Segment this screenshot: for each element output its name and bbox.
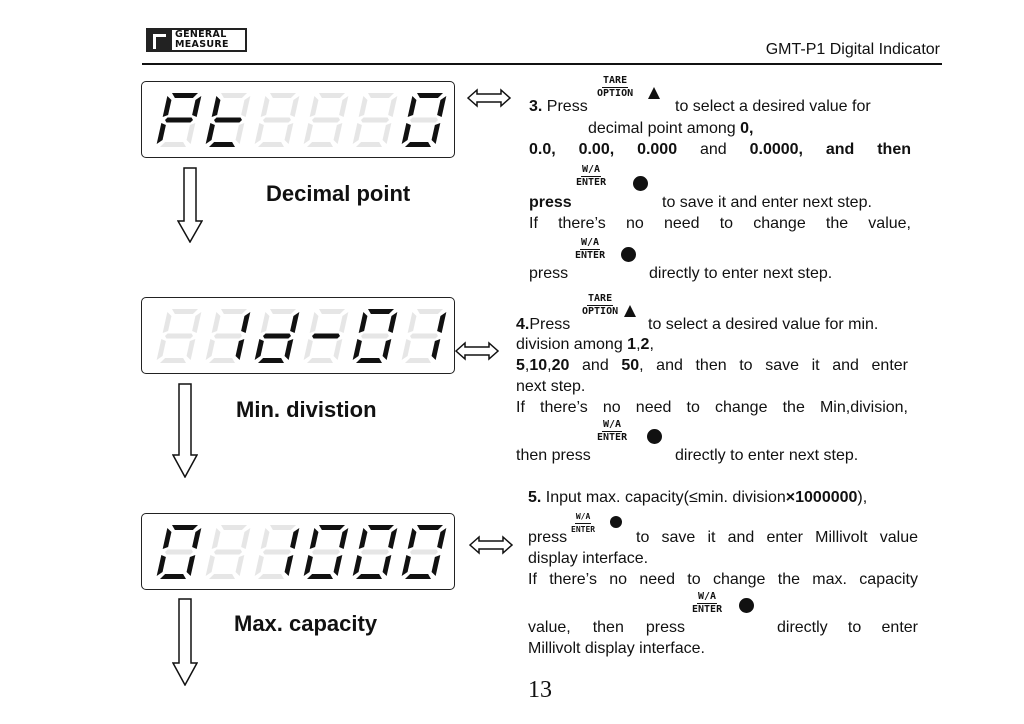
step-text: decimal point among (588, 120, 741, 137)
key-top-text: W/A (581, 237, 600, 248)
led-segment (206, 339, 215, 360)
led-digit (353, 93, 398, 147)
step3-line4-rest: to save it and enter next step. (662, 194, 872, 211)
led-digit (255, 309, 300, 363)
led-digits (142, 82, 456, 159)
led-segment (221, 93, 247, 98)
led-segment (417, 309, 443, 314)
led-digit (157, 309, 202, 363)
led-segment (310, 528, 319, 549)
led-digit (353, 525, 398, 579)
led-segment (405, 142, 431, 147)
led-segment (192, 96, 201, 117)
option-value: 1 (627, 336, 637, 353)
general-measure-logo (146, 28, 247, 52)
led-segment (334, 555, 343, 576)
enter-dot-icon (610, 516, 622, 528)
enter-dot-icon (739, 598, 754, 613)
led-segment (206, 123, 215, 144)
step4-line2 (516, 334, 654, 355)
step5-line1 (528, 487, 867, 508)
led-segment (410, 334, 438, 339)
led-segment (255, 123, 264, 144)
enter-dot-icon (633, 176, 648, 191)
led-segment (212, 96, 221, 117)
led-segment (304, 123, 313, 144)
led-segment (388, 96, 397, 117)
led-segment (214, 550, 242, 555)
led-segment (339, 96, 348, 117)
led-segment (307, 574, 333, 579)
separator: , (524, 357, 530, 374)
led-digit (255, 93, 300, 147)
led-segment (192, 312, 201, 333)
led-digit (304, 309, 349, 363)
led-segment (192, 528, 201, 549)
step-text: press (529, 194, 572, 211)
led-segment (236, 555, 245, 576)
led-segment (160, 358, 186, 363)
logo-mark-icon (148, 30, 172, 50)
led-segment (417, 93, 443, 98)
document-title: GMT-P1 Digital Indicator (765, 41, 940, 58)
led-segment (258, 574, 284, 579)
led-segment (432, 555, 441, 576)
led-digit (157, 93, 202, 147)
down-arrow-icon (172, 383, 198, 478)
option-value: 0.00, (578, 141, 615, 158)
tare-option-key-icon (582, 294, 618, 317)
step4-line1 (516, 314, 570, 335)
led-segment (410, 550, 438, 555)
led-segment (402, 339, 411, 360)
led-segment (255, 555, 264, 576)
led-digit (206, 93, 251, 147)
double-arrow-icon (455, 341, 499, 361)
led-segment (353, 123, 362, 144)
step3-line4-press (529, 192, 572, 213)
led-segment (261, 528, 270, 549)
enter-dot-icon (647, 429, 662, 444)
led-segment (383, 123, 392, 144)
led-segment (368, 525, 394, 530)
led-segment (410, 118, 438, 123)
led-display-min-division (141, 297, 455, 374)
wa-enter-key-icon (597, 420, 627, 443)
led-segment (212, 528, 221, 549)
led-segment (236, 123, 245, 144)
led-digit (206, 525, 251, 579)
led-display-decimal-point (141, 81, 455, 158)
step5-line5-b: directly to enter (777, 619, 918, 636)
key-bottom-text: ENTER (575, 250, 606, 261)
led-segment (405, 358, 431, 363)
led-segment (206, 555, 215, 576)
label-min-division: Min. divistion (236, 397, 377, 422)
led-segment (290, 528, 299, 549)
led-segment (361, 118, 389, 123)
led-segment (187, 123, 196, 144)
option-value: 10 (529, 357, 548, 374)
step-value: ×1000000 (785, 489, 858, 506)
led-digit (206, 309, 251, 363)
label-max-capacity: Max. capacity (234, 611, 378, 636)
step-number: 4. (516, 316, 530, 333)
logo-text (172, 30, 245, 50)
step5-line3: display interface. (528, 550, 649, 567)
led-segment (402, 555, 411, 576)
step-number: 5. (528, 489, 542, 506)
option-value: 20 (551, 357, 570, 374)
separator: , (547, 357, 552, 374)
led-segment (157, 339, 166, 360)
wa-enter-key-icon (576, 165, 606, 188)
led-segment (319, 309, 345, 314)
led-digit (402, 309, 447, 363)
step5-line4: If there’s no need to change the max. capacity (528, 571, 918, 588)
led-segment (157, 123, 166, 144)
led-segment (361, 334, 389, 339)
led-segment (270, 93, 296, 98)
led-segment (221, 525, 247, 530)
key-top-text: W/A (698, 591, 717, 602)
led-segment (310, 312, 319, 333)
led-segment (339, 528, 348, 549)
step-text: Input max. capacity(≤min. division (541, 489, 786, 506)
step5-line6: Millivolt display interface. (528, 640, 705, 657)
step-text: then (877, 141, 911, 158)
led-segment (209, 142, 235, 147)
led-segment (165, 550, 193, 555)
led-segment (361, 550, 389, 555)
step4-line6-press: then press (516, 447, 591, 464)
led-segment (405, 574, 431, 579)
enter-dot-icon (621, 247, 636, 262)
led-segment (290, 96, 299, 117)
step3-line2 (588, 118, 753, 139)
header-divider (142, 63, 942, 65)
led-segment (241, 312, 250, 333)
down-arrow-icon (177, 167, 203, 243)
step-text: and (825, 141, 855, 158)
step3-line6-rest: directly to enter next step. (649, 265, 833, 282)
led-segment (312, 118, 340, 123)
led-segment (432, 339, 441, 360)
led-segment (270, 525, 296, 530)
led-segment (214, 118, 242, 123)
led-segment (307, 358, 333, 363)
led-segment (261, 312, 270, 333)
led-segment (212, 312, 221, 333)
key-bottom-text: ENTER (692, 604, 723, 615)
led-segment (187, 555, 196, 576)
step-text: , and then to save it and enter (639, 357, 908, 374)
wa-enter-key-icon (575, 238, 605, 261)
led-segment (160, 142, 186, 147)
key-bottom-text: ENTER (571, 525, 596, 534)
key-top-text: W/A (582, 164, 601, 175)
step5-line2-rest: to save it and enter Millivolt value (636, 529, 918, 546)
key-bottom-text: ENTER (576, 177, 607, 188)
option-value: 0.0000, (749, 141, 803, 158)
key-top-text: TARE (603, 75, 628, 86)
led-segment (368, 93, 394, 98)
led-segment (356, 358, 382, 363)
led-digit (304, 525, 349, 579)
option-value: 0.0, (529, 141, 556, 158)
option-value: 5 (516, 357, 525, 374)
logo-line-1: GENERAL (175, 29, 227, 40)
led-segment (214, 334, 242, 339)
led-segment (172, 525, 198, 530)
led-segment (163, 312, 172, 333)
logo-line-2: MEASURE (175, 39, 229, 50)
led-segment (258, 142, 284, 147)
led-segment (187, 339, 196, 360)
led-segment (290, 312, 299, 333)
led-segment (437, 96, 446, 117)
led-segment (359, 528, 368, 549)
led-segment (368, 309, 394, 314)
key-top-text: TARE (588, 293, 613, 304)
led-segment (165, 334, 193, 339)
led-digits (142, 514, 456, 591)
led-segment (359, 312, 368, 333)
led-segment (163, 96, 172, 117)
led-segment (236, 339, 245, 360)
step-text: ), (857, 489, 868, 506)
step5-line5-a: value, then press (528, 619, 685, 636)
separator: , (636, 336, 641, 353)
led-digit (402, 525, 447, 579)
led-digit (353, 309, 398, 363)
led-segment (356, 574, 382, 579)
step4-line5: If there’s no need to change the Min,division, (516, 399, 908, 416)
led-segment (353, 555, 362, 576)
step4-line3 (516, 355, 908, 376)
led-segment (270, 309, 296, 314)
option-value: 2 (640, 336, 650, 353)
led-digits (142, 298, 456, 375)
led-segment (388, 312, 397, 333)
step-number: 3. (529, 98, 543, 115)
led-segment (383, 555, 392, 576)
led-segment (408, 312, 417, 333)
led-segment (241, 528, 250, 549)
label-decimal-point: Decimal point (266, 181, 411, 206)
led-segment (172, 309, 198, 314)
tare-option-key-icon (597, 76, 633, 99)
up-triangle-icon (624, 305, 636, 317)
led-segment (334, 339, 343, 360)
step4-line4: next step. (516, 378, 586, 395)
step4-line6-rest: directly to enter next step. (675, 447, 859, 464)
led-segment (339, 312, 348, 333)
led-segment (285, 339, 294, 360)
led-segment (402, 123, 411, 144)
step3-line6-press: press (529, 265, 569, 282)
key-top-text: W/A (603, 419, 622, 430)
led-segment (285, 123, 294, 144)
led-segment (255, 339, 264, 360)
led-segment (307, 142, 333, 147)
step-text: Press (546, 98, 588, 115)
led-segment (312, 334, 340, 339)
led-segment (263, 550, 291, 555)
led-digit (402, 93, 447, 147)
led-segment (359, 96, 368, 117)
led-segment (263, 118, 291, 123)
step3-line3 (529, 139, 911, 160)
led-segment (353, 339, 362, 360)
step-text: Press (529, 316, 571, 333)
led-segment (304, 339, 313, 360)
double-arrow-icon (469, 535, 513, 555)
led-segment (310, 96, 319, 117)
led-digit (255, 525, 300, 579)
led-segment (157, 555, 166, 576)
key-bottom-text: OPTION (597, 88, 634, 99)
led-segment (209, 358, 235, 363)
led-segment (172, 93, 198, 98)
led-segment (261, 96, 270, 117)
led-segment (312, 550, 340, 555)
step-text: division among (516, 336, 628, 353)
led-segment (263, 334, 291, 339)
led-segment (437, 312, 446, 333)
led-segment (356, 142, 382, 147)
led-segment (258, 358, 284, 363)
led-display-max-capacity (141, 513, 455, 590)
led-digit (157, 525, 202, 579)
led-segment (285, 555, 294, 576)
led-segment (221, 309, 247, 314)
led-segment (241, 96, 250, 117)
led-segment (334, 123, 343, 144)
led-segment (408, 96, 417, 117)
led-segment (417, 525, 443, 530)
step-text: and (569, 357, 622, 374)
led-segment (319, 93, 345, 98)
led-digit (304, 93, 349, 147)
step-text: and (700, 141, 727, 158)
led-segment (160, 574, 186, 579)
up-triangle-icon (648, 87, 660, 99)
down-arrow-icon (172, 598, 198, 686)
option-value: 0.000 (637, 141, 678, 158)
led-segment (383, 339, 392, 360)
step4-line1-rest: to select a desired value for min. (648, 316, 879, 333)
option-value: 50 (621, 357, 640, 374)
key-bottom-text: ENTER (597, 432, 628, 443)
key-top-text: W/A (575, 512, 591, 524)
led-segment (163, 528, 172, 549)
led-segment (408, 528, 417, 549)
separator: , (649, 336, 654, 353)
step-value: 0, (740, 120, 754, 137)
led-segment (209, 574, 235, 579)
led-segment (319, 525, 345, 530)
double-arrow-icon (467, 88, 511, 108)
led-segment (165, 118, 193, 123)
step3-line1-rest: to select a desired value for (675, 98, 871, 115)
key-bottom-text: OPTION (582, 306, 619, 317)
page-number: 13 (528, 677, 552, 703)
wa-enter-key-icon (571, 512, 595, 535)
led-segment (432, 123, 441, 144)
wa-enter-key-icon (692, 592, 722, 615)
led-segment (437, 528, 446, 549)
led-segment (304, 555, 313, 576)
step5-line2-press: press (528, 529, 568, 546)
step3-line5: If there’s no need to change the value, (529, 215, 911, 232)
led-segment (388, 528, 397, 549)
